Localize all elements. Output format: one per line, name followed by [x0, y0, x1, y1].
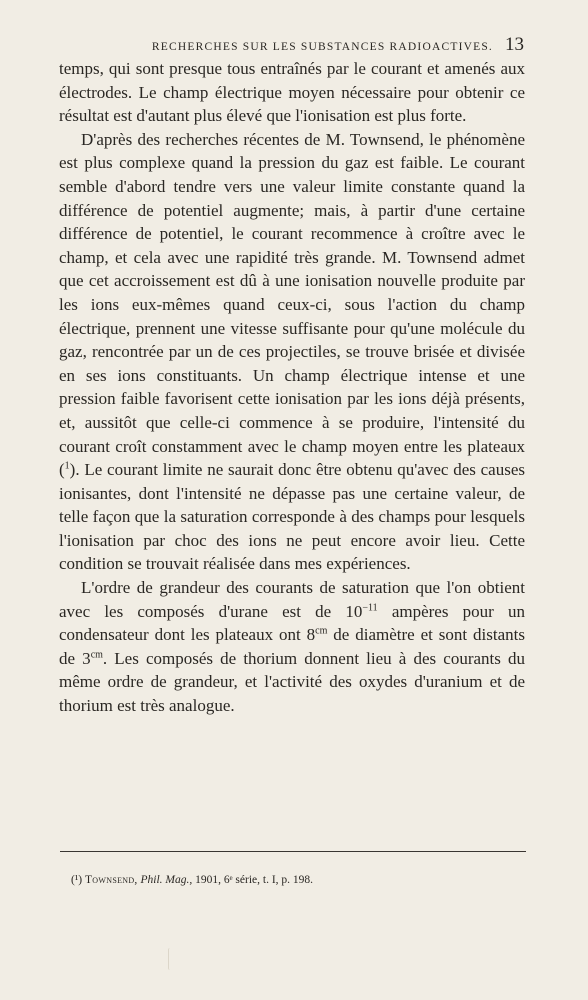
- paragraph-1: [59, 57, 525, 128]
- footnote-reference-text: 1901, 6ᵉ série, t. I, p. 198.: [195, 874, 314, 886]
- paragraph-3-text-b: ampères pour un condensateur dont les plateaux ont 8: [59, 601, 525, 645]
- body-text: [59, 57, 525, 718]
- footnote-journal: Phil. Mag.,: [140, 874, 193, 886]
- page-header: [60, 34, 524, 56]
- paragraph-2: [59, 128, 525, 576]
- footnote-rule: [60, 851, 526, 852]
- page-number: 13: [505, 34, 524, 55]
- footnote-reference: 1: [64, 460, 70, 472]
- paragraph-1-text: temps, qui sont presque tous entraînés par le courant et amenés aux électrodes. Le champ électrique moyen nécessaire pour obtenir ce résultat est d'autant plus élevé que l'ionisation est plus forte.: [59, 59, 525, 126]
- footnote: [71, 874, 521, 886]
- paper-mark: [168, 948, 173, 970]
- paragraph-3-text-a: L'ordre de grandeur des courants de saturation que l'on obtient avec les composés d'urane est de 10: [59, 578, 525, 621]
- paragraph-3-text-d: . Les composés de thorium donnent lieu à des courants du même ordre de grandeur, et l'activité des oxydes d'uranium et de thorium est très analogue.: [59, 648, 526, 716]
- unit-cm: cm: [315, 625, 328, 637]
- unit-cm: cm: [90, 649, 103, 661]
- paragraph-2-text-a: D'après des recherches récentes de M. Townsend, le phénomène est plus complexe quand la pression du gaz est faible. Le courant semble d'abord tendre vers une valeur limite constante quand la différence de potentiel augmente; mais, à partir d'une certaine différence de potentiel, le courant recommence à croître avec le champ, et cela avec une rapidité très grande. M. Townsend admet que cet accroissement est dû à une ionisation nouvelle produite par les ions eux-mêmes quand ceux-ci, sous l'action du champ électrique, prennent une vitesse suffisante pour qu'une molécule du gaz, rencontrée par un de ces projectiles, se trouve brisée et divisée en ses ions constituants. Un champ électrique intense et une pression faible favorisent cette ionisation par les ions déjà présents, et, aussitôt que celle-ci commence à se produire, l'intensité du courant croît constamment avec le champ moyen entre les plateaux (: [59, 129, 525, 480]
- running-title: RECHERCHES SUR LES SUBSTANCES RADIOACTIVES.: [151, 41, 493, 53]
- exponent: −11: [362, 602, 378, 613]
- paragraph-3: [59, 576, 525, 718]
- paragraph-3-text-c: de diamètre et sont distants de 3: [59, 625, 525, 668]
- footnote-author: Townsend,: [84, 874, 138, 886]
- paragraph-2-text-b: ). Le courant limite ne saurait donc être obtenu qu'avec des causes ionisantes, dont l'intensité ne dépasse pas une certaine valeur, de telle façon que la saturation corresponde à des champs pour lesquels l'ionisation par choc des ions ne peut encore avoir lieu. Cette condition se trouvait réalisée dans mes expériences.: [59, 460, 525, 574]
- footnote-marker: (¹): [71, 874, 83, 886]
